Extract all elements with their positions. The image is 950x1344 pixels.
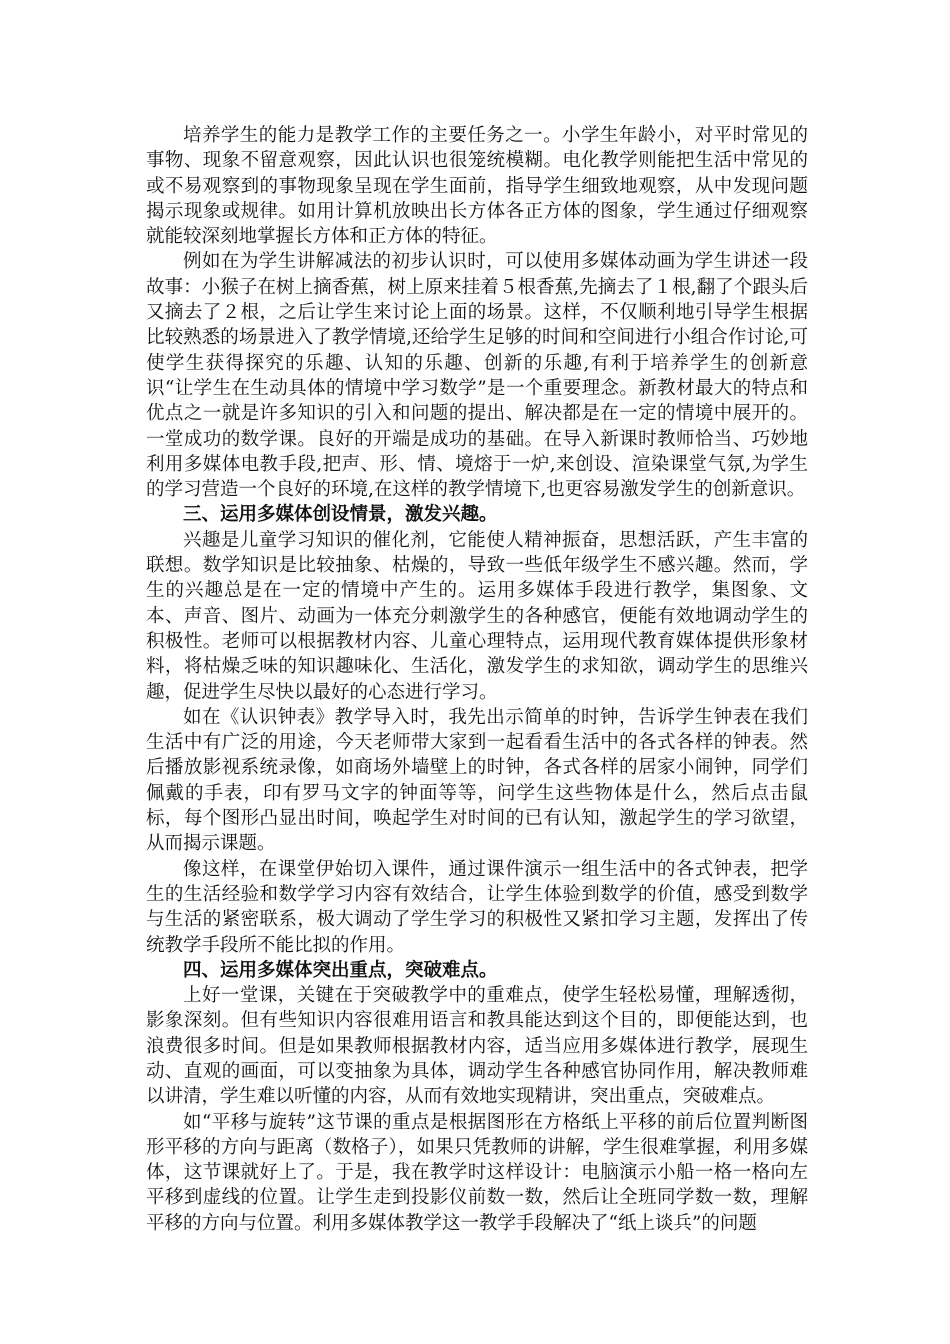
paragraph-subtraction-story: 例如在为学生讲解减法的初步认识时，可以使用多媒体动画为学生讲述一段故事：小猴子在树上摘香蕉，树上原来挂着５根香蕉,先摘去了１根,翻了个跟头后又摘去了２根，之后让学生来讨论上面的场景。这样，不仅顺利地引导学生根据比较熟悉的场景进入了教学情境,还给学生足够的时间和空间进行小组合作讨论,可使学生获得探究的乐趣、认知的乐趣、创新的乐趣,有利于培养学生的创新意识“让学生在生动具体的情境中学习数学”是一个重要理念。新教材最大的特点和优点之一就是许多知识的引入和问题的提出、解决都是在一定的情境中展开的。一堂成功的数学课。良好的开端是成功的基础。在导入新课时教师恰当、巧妙地利用多媒体电教手段,把声、形、情、境熔于一炉,来创设、渲染课堂气氛,为学生的学习营造一个良好的环境,在这样的教学情境下,也更容易激发学生的创新意识。	[146, 251, 808, 501]
section-heading-3: 三、运用多媒体创设情景，激发兴趣。	[183, 504, 498, 526]
paragraph-observation: 培养学生的能力是教学工作的主要任务之一。小学生年龄小，对平时常见的事物、现象不留意观察，因此认识也很笼统模糊。电化教学则能把生活中常见的或不易观察到的事物现象呈现在学生面前，指导学生细致地观察，从中发现问题揭示现象或规律。如用计算机放映出长方体各正方体的图象，学生通过仔细观察就能较深刻地掌握长方体和正方体的特征。	[146, 125, 808, 248]
paragraph-translation-example: 如“平移与旋转”这节课的重点是根据图形在方格纸上平移的前后位置判断图形平移的方向与距离（数格子），如果只凭教师的讲解，学生很难掌握，利用多媒体，这节课就好上了。于是，我在教学时这样设计：电脑演示小船一格一格向左平移到虚线的位置。让学生走到投影仪前数一数，然后让全班同学数一数，理解平移的方向与位置。利用多媒体教学这一教学手段解决了“纸上谈兵”的问题	[146, 1111, 808, 1234]
paragraph-clock-summary: 像这样，在课堂伊始切入课件，通过课件演示一组生活中的各式钟表，把学生的生活经验和数学学习内容有效结合，让学生体验到数学的价值，感受到数学与生活的紧密联系，极大调动了学生学习的积极性又紧扣学习主题，发挥出了传统教学手段所不能比拟的作用。	[146, 858, 808, 956]
paragraph-key-points: 上好一堂课，关键在于突破教学中的重难点，使学生轻松易懂，理解透彻，影象深刻。但有些知识内容很难用语言和教具能达到这个目的，即便能达到，也浪费很多时间。但是如果教师根据教材内容，适当应用多媒体进行教学，展现生动、直观的画面，可以变抽象为具体，调动学生各种感官协同作用，解决教师难以讲清，学生难以听懂的内容，从而有效地实现精讲，突出重点，突破难点。	[146, 985, 808, 1108]
paragraph-interest: 兴趣是儿童学习知识的催化剂，它能使人精神振奋，思想活跃，产生丰富的联想。数学知识是比较抽象、枯燥的，导致一些低年级学生不感兴趣。然而，学生的兴趣总是在一定的情境中产生的。运用多媒体手段进行教学，集图象、文本、声音、图片、动画为一体充分刺激学生的各种感官，便能有效地调动学生的积极性。老师可以根据教材内容、儿童心理特点，运用现代教育媒体提供形象材料，将枯燥乏味的知识趣味化、生活化，激发学生的求知欲，调动学生的思维兴趣，促进学生尽快以最好的心态进行学习。	[146, 529, 808, 703]
section-heading-4: 四、运用多媒体突出重点，突破难点。	[183, 959, 498, 981]
document-body	[146, 123, 808, 1236]
paragraph-clock-example: 如在《认识钟表》教学导入时，我先出示简单的时钟，告诉学生钟表在我们生活中有广泛的用途，今天老师带大家到一起看看生活中的各式各样的钟表。然后播放影视系统录像，如商场外墙壁上的时钟，各式各样的居家小闹钟，同学们佩戴的手表，印有罗马文字的钟面等等，问学生这些物体是什么，然后点击鼠标，每个图形凸显出时间，唤起学生对时间的已有认知，激起学生的学习欲望，从而揭示课题。	[146, 706, 808, 855]
